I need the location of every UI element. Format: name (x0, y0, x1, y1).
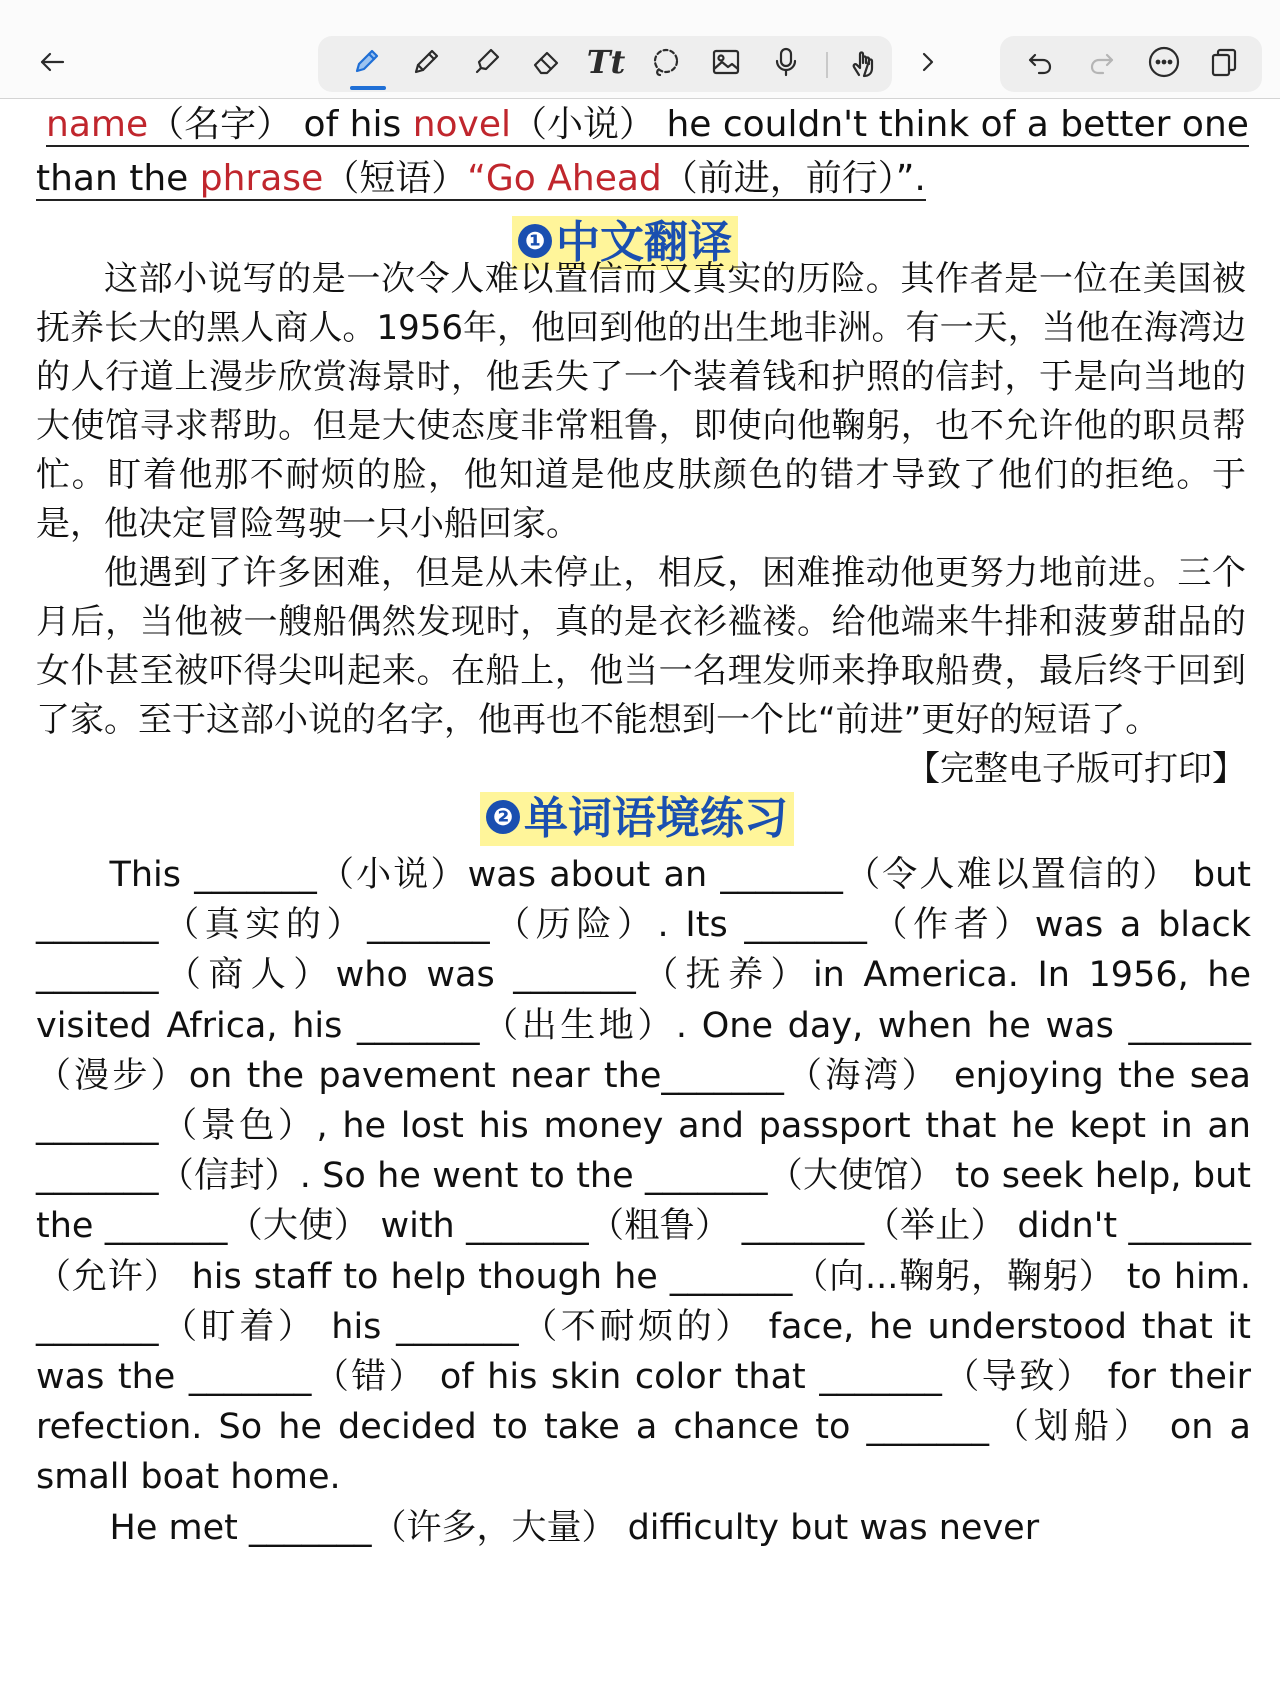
arrow-left-icon[interactable] (30, 40, 74, 84)
toolbar (0, 0, 1280, 99)
translation-paragraph-1: 这部小说写的是一次令人难以置信而又真实的历险。其作者是一位在美国被抚养长大的黑人商人。1956年，他回到他的出生地非洲。有一天，当他在海湾边的人行道上漫步欣赏海景时，他丢失了一个装着钱和护照的信封，于是向当地的大使馆寻求帮助。但是大使态度非常粗鲁，即使向他鞠躬，也不允许他的职员帮忙。盯着他那不耐烦的脸，他知道是他皮肤颜色的错才导致了他们的拒绝。于是，他决定冒险驾驶一只小船回家。 (36, 259, 1246, 544)
text-tool-icon[interactable] (584, 40, 628, 84)
exercise-heading-text: 单词语境练习 (524, 793, 788, 844)
vocab-line-2 (36, 152, 1246, 206)
text-tool-glyph: Tt (586, 43, 626, 81)
pages-icon[interactable] (1202, 40, 1246, 84)
vocab-word: “Go Ahead (467, 158, 662, 199)
vocab-word: phrase (199, 158, 324, 199)
exercise-heading (480, 792, 794, 846)
number-badge-2: ❷ (486, 800, 520, 834)
vocab-line-1-text (46, 104, 1249, 147)
exercise-body (36, 850, 1251, 1553)
microphone-icon[interactable] (764, 40, 808, 84)
undo-icon[interactable] (1018, 40, 1062, 84)
vocab-line-2-text (36, 158, 926, 201)
vocab-text: （前进，前行）”. (661, 158, 926, 199)
highlighter-icon[interactable] (464, 40, 508, 84)
vocab-word: name (46, 104, 149, 145)
vocab-text: （名字） of his (148, 104, 413, 145)
vocab-text: （小说） he couldn't think of a better one (511, 104, 1249, 145)
active-tool-indicator (350, 86, 386, 90)
toolbar-separator (826, 52, 828, 78)
exercise-paragraph-2: He met _______（许多，大量） difficulty but was never (109, 1507, 1040, 1548)
vocab-text: （短语） (323, 158, 468, 199)
redo-icon[interactable] (1080, 40, 1124, 84)
chevron-right-icon[interactable] (906, 40, 950, 84)
hand-touch-icon[interactable] (842, 40, 886, 84)
eraser-icon[interactable] (524, 40, 568, 84)
translation-heading-text: 中文翻译 (556, 217, 732, 268)
print-note: 【完整电子版可打印】 (906, 749, 1246, 789)
vocab-word: novel (412, 104, 511, 145)
pencil-icon[interactable] (404, 40, 448, 84)
number-badge-1: ❶ (518, 224, 552, 258)
more-icon[interactable] (1142, 40, 1186, 84)
vocab-text: than the (36, 158, 200, 199)
vocab-line-1 (46, 98, 1256, 152)
translation-paragraph-2-text: 他遇到了许多困难，但是从未停止，相反，困难推动他更努力地前进。三个月后，当他被一艘船偶然发现时，真的是衣衫褴褛。给他端来牛排和菠萝甜品的女仆甚至被吓得尖叫起来。在船上，他当一名理发师来挣取船费，最后终于回到了家。至于这部小说的名字，他再也不能想到一个比“前进”更好的短语了。 (36, 553, 1246, 740)
exercise-paragraph-1: This _______（小说）was about an _______（令人难以置信的） but _______（真实的）_______（历险）. Its _______（作者）was a black _______（商人）who was _______（抚养）in America. In 1956, he visited Africa, his _______（出生地）. One day, when he was _______（漫步）on the pavement near the_______（海湾） enjoying the sea _______（景色）, he lost his money and passport that he kept in an _______（信封）. So he went to the _______（大使馆） to seek help, but the _______（大使） with _______（粗鲁） _______（举止） didn't _______（允许） his staff to help though he _______（向...鞠躬，鞠躬） to him. _______（盯着） his _______（不耐烦的） face, he understood that it was the _______（错） of his skin color that _______（导致） for their refection. So he decided to take a chance to _______（划船） on a small boat home. (36, 855, 1251, 1498)
image-icon[interactable] (704, 40, 748, 84)
translation-paragraph-2 (36, 549, 1246, 789)
pen-icon[interactable] (344, 40, 388, 84)
lasso-icon[interactable] (644, 40, 688, 84)
translation-body (36, 255, 1246, 794)
